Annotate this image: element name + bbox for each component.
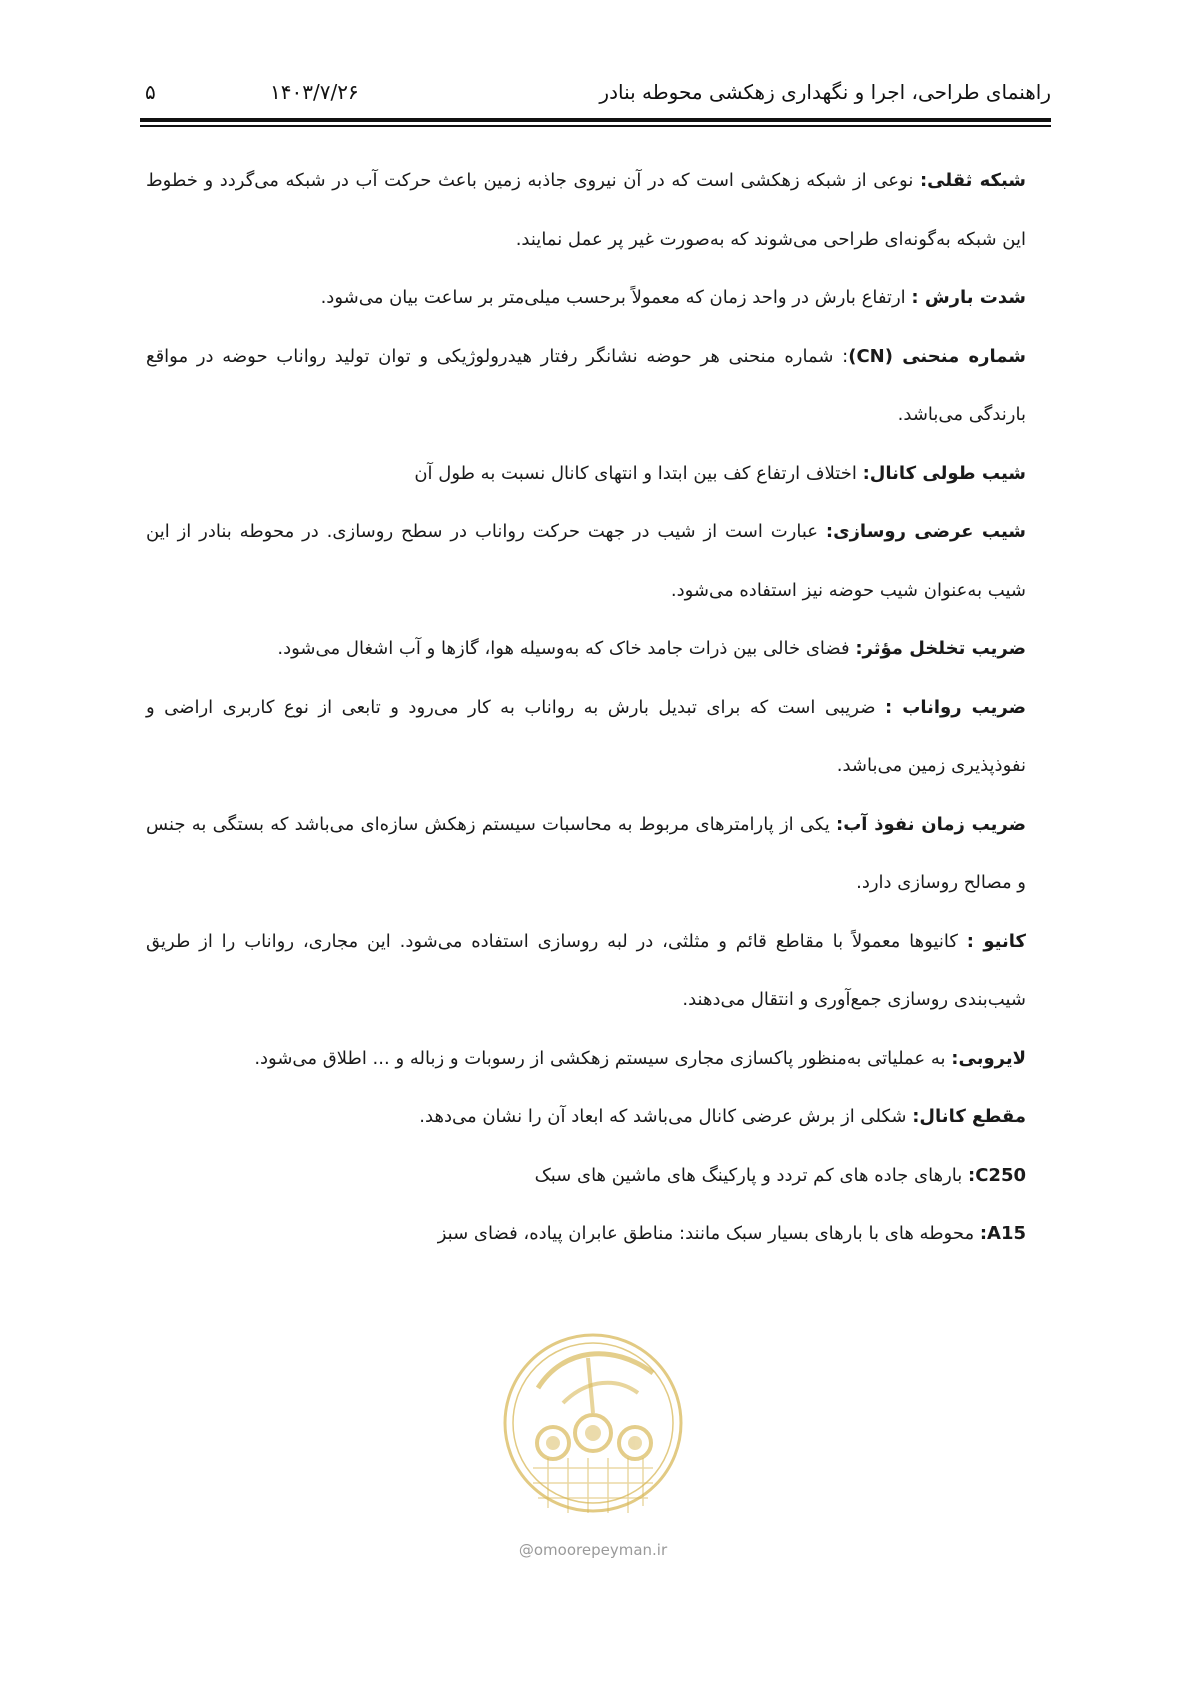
definition-term: ضریب رواناب : [885, 696, 1026, 718]
definition-text: نوعی از شبکه زهکشی است که در آن نیروی جاذبه زمین باعث حرکت آب در شبکه می‌گردد و خطوط این شبکه به‌گونه‌ای طراحی می‌شوند که به‌صورت غیر پر عمل نمایند. [146, 170, 1026, 250]
definition-text: اختلاف ارتفاع کف بین ابتدا و انتهای کانال نسبت به طول آن [414, 462, 863, 484]
definition-term: کانیو : [966, 930, 1026, 952]
definition-entry [146, 679, 1026, 796]
definition-text: ارتفاع بارش در واحد زمان که معمولاً برحسب میلی‌متر بر ساعت بیان می‌شود. [320, 287, 912, 308]
definition-entry [146, 913, 1026, 1030]
definition-term: A15: [979, 1223, 1026, 1244]
definition-entry [146, 503, 1026, 620]
definition-term: مقطع کانال: [912, 1106, 1026, 1127]
definition-text: شکلی از برش عرضی کانال می‌باشد که ابعاد آن را نشان می‌دهد. [419, 1106, 913, 1127]
header-rule-thin [140, 125, 1051, 127]
definition-entry [146, 1030, 1026, 1089]
definition-entry [146, 620, 1026, 679]
watermark-logo-icon [493, 1318, 693, 1538]
definition-term: C250: [968, 1164, 1026, 1186]
definition-text: محوطه های با بارهای بسیار سبک مانند: مناطق عابران پیاده، فضای سبز [437, 1223, 980, 1244]
definition-text: عبارت است از شیب در جهت حرکت رواناب در سطح روسازی. در محوطه بنادر از این شیب به‌عنوان شیب حوضه نیز استفاده می‌شود. [146, 521, 1026, 601]
page-header [145, 76, 1051, 116]
definition-entry [146, 445, 1026, 504]
definition-text: فضای خالی بین ذرات جامد خاک که به‌وسیله هوا، گازها و آب اشغال می‌شود. [277, 638, 856, 659]
definition-entry [146, 152, 1026, 269]
definition-term: شیب طولی کانال: [862, 462, 1026, 484]
definition-text: کانیوها معمولاً با مقاطع قائم و مثلثی، در لبه روسازی استفاده می‌شود. این مجاری، رواناب را از طریق شیب‌بندی روسازی جمع‌آوری و انتقال می‌دهند. [146, 930, 1026, 1010]
definition-entry [146, 1147, 1026, 1206]
definition-text: : شماره منحنی هر حوضه نشانگر رفتار هیدرولوژیکی و توان تولید رواناب حوضه در مواقع بارندگی می‌باشد. [146, 345, 1026, 425]
watermark-website: @omoorepeyman.ir [518, 1541, 668, 1559]
definition-entry [146, 328, 1026, 445]
definition-term: شدت بارش : [911, 287, 1026, 308]
watermark-logo [493, 1318, 693, 1558]
definition-text: به عملیاتی به‌منظور پاکسازی مجاری سیستم زهکشی از رسوبات و زباله و ... اطلاق می‌شود. [254, 1047, 952, 1069]
definition-term: شماره منحنی (CN) [848, 345, 1026, 367]
definition-entry [146, 1088, 1026, 1147]
definition-text: بارهای جاده های کم تردد و پارکینگ های ماشین های سبک [534, 1164, 968, 1186]
definition-term: شیب عرضی روسازی: [825, 521, 1026, 542]
document-date: ۱۴۰۳/۷/۲۶ [270, 80, 359, 104]
header-rule-thick [140, 118, 1051, 122]
definition-entry [146, 269, 1026, 328]
definition-term: ضریب زمان نفوذ آب: [836, 813, 1026, 835]
document-title: راهنمای طراحی، اجرا و نگهداری زهکشی محوطه بنادر [599, 80, 1051, 104]
definition-text: یکی از پارامترهای مربوط به محاسبات سیستم زهکش سازه‌ای می‌باشد که بستگی به جنس و مصالح روسازی دارد. [146, 813, 1026, 893]
definition-text: ضریبی است که برای تبدیل بارش به رواناب به کار می‌رود و تابعی از نوع کاربری اراضی و نفوذپذیری زمین می‌باشد. [146, 696, 1026, 776]
page-number: ۵ [145, 80, 156, 104]
definition-term: شبکه ثقلی: [919, 170, 1027, 191]
definition-entry [146, 796, 1026, 913]
definition-term: لایروبی: [951, 1047, 1026, 1069]
definition-entry [146, 1205, 1026, 1264]
definitions-list [146, 152, 1026, 1264]
definition-term: ضریب تخلخل مؤثر: [855, 638, 1026, 659]
